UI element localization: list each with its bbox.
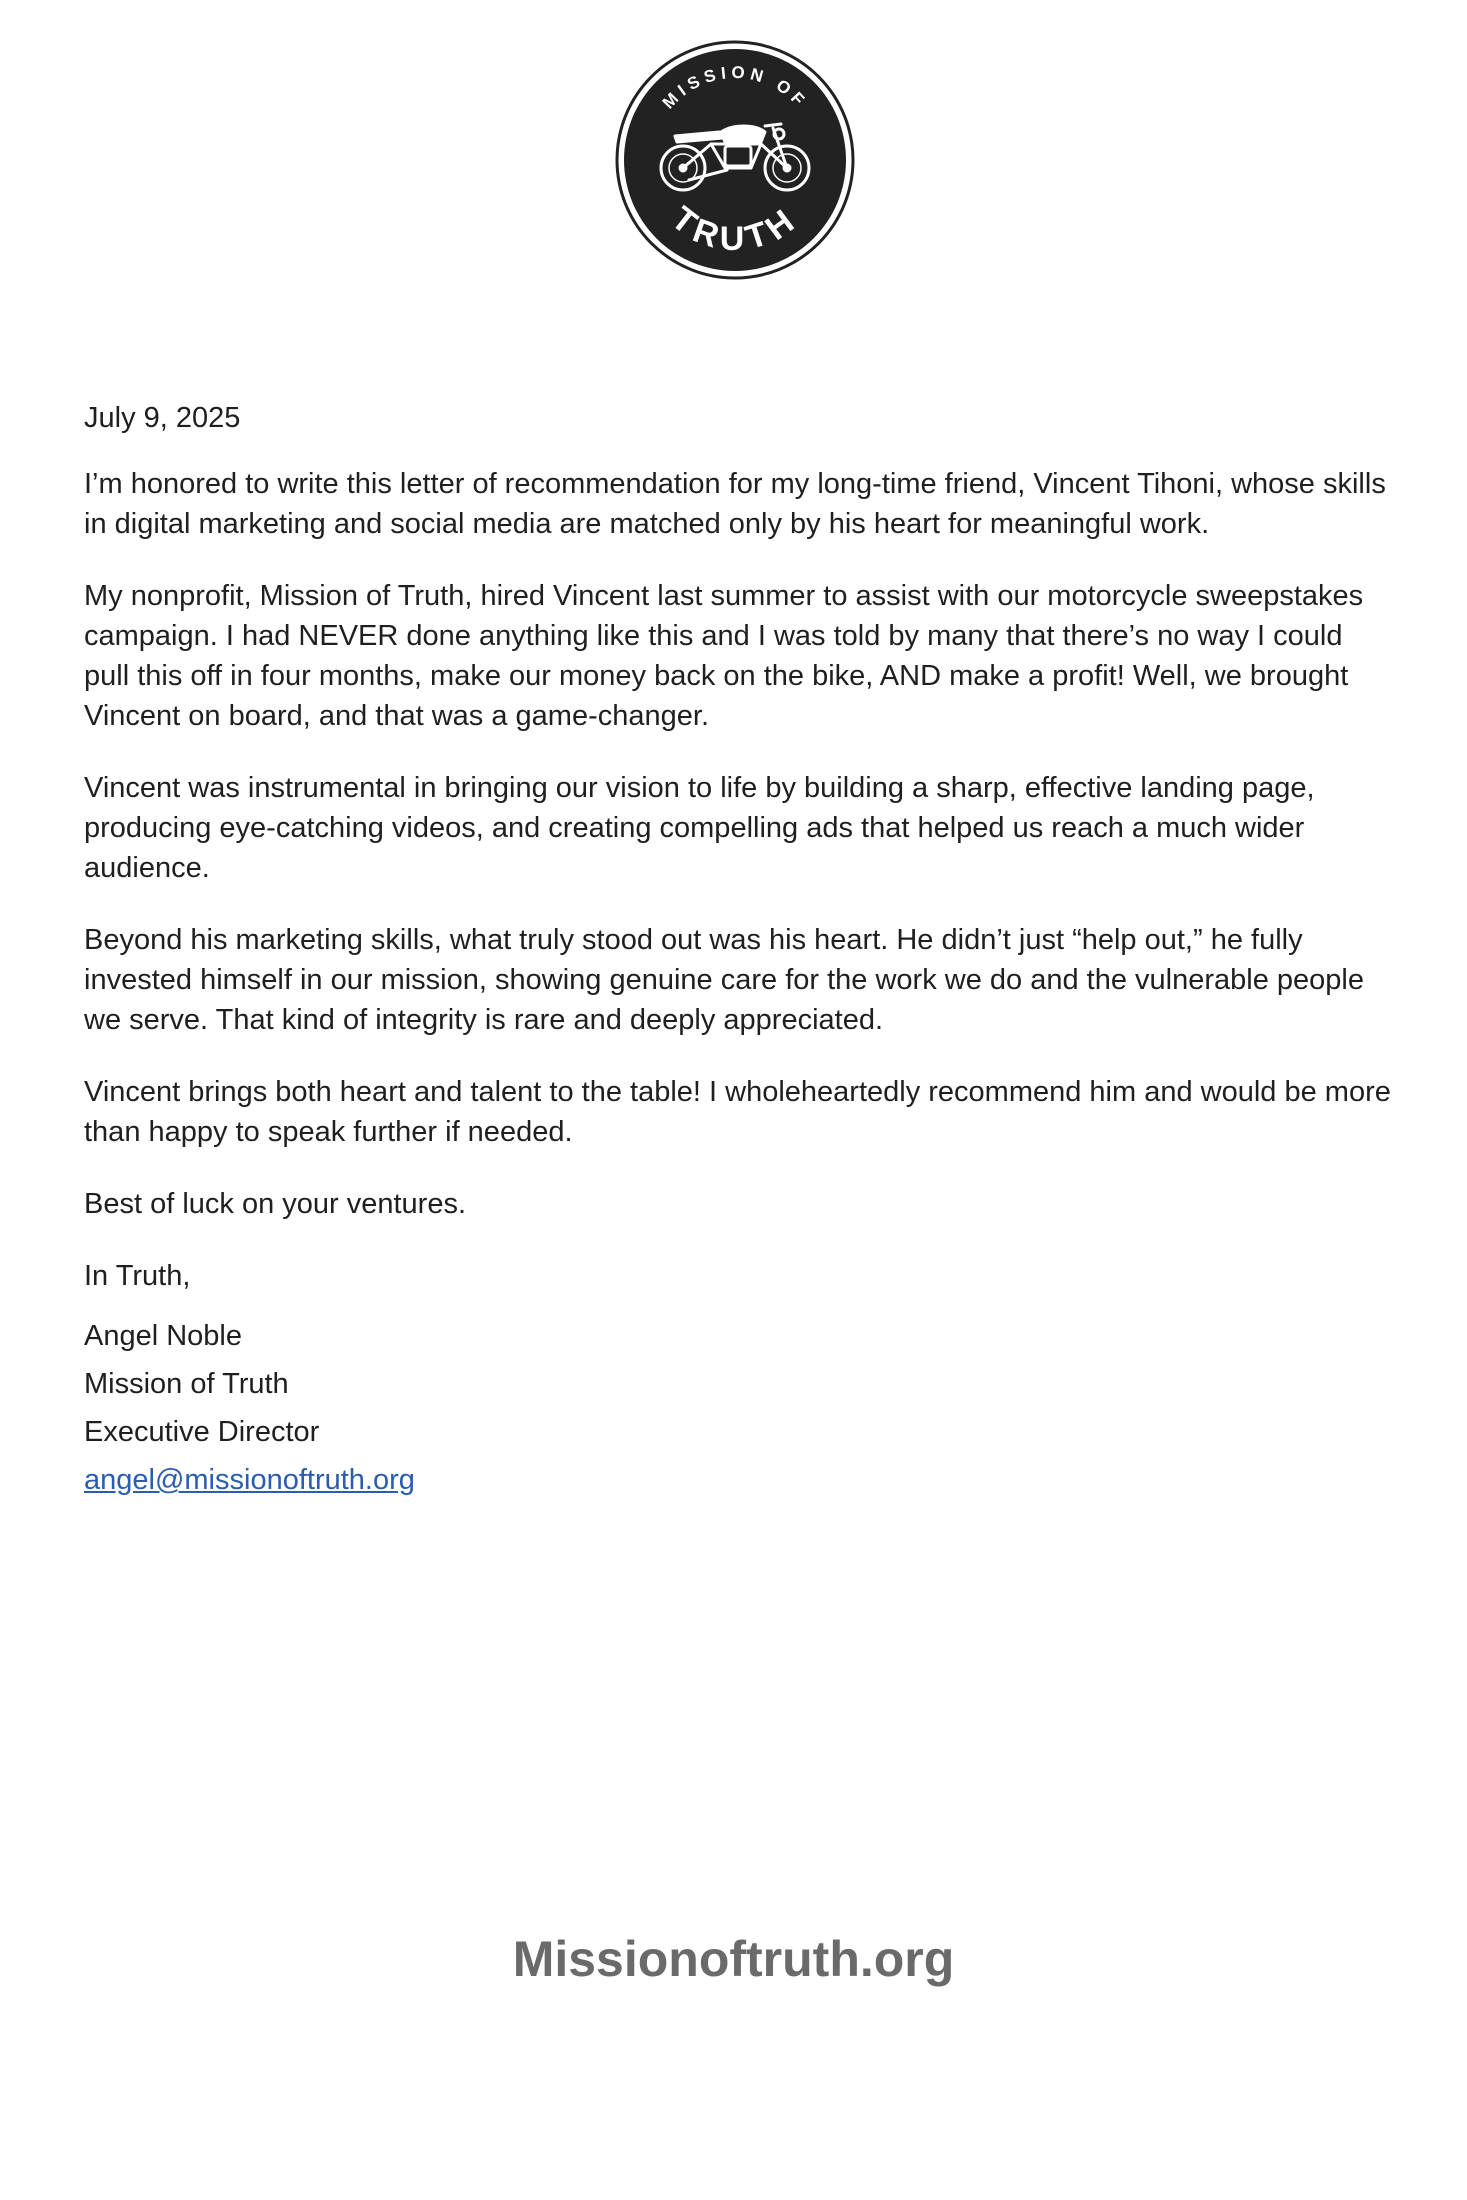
letter-body (84, 398, 1394, 1504)
mission-of-truth-logo (615, 40, 855, 280)
letter-date: July 9, 2025 (84, 402, 241, 434)
logo-top-text: MISSION OF (658, 62, 812, 113)
signature-name: Angel Noble (84, 1320, 242, 1352)
motorcycle-logo-icon (615, 40, 855, 280)
letter-paragraph: Vincent brings both heart and talent to the table! I wholeheartedly recommend him and would be more than happy to speak further if needed. (84, 1076, 1391, 1148)
footer-website: Missionoftruth.org (512, 1931, 955, 1987)
logo-bottom-text: TRUTH (664, 199, 806, 258)
signature-title: Executive Director (84, 1416, 320, 1448)
letter-paragraph: Beyond his marketing skills, what truly stood out was his heart. He didn’t just “help out,” he fully invested himself in our mission, showing genuine care for the work we do and the vulnerable people we serve. That kind of integrity is rare and deeply appreciated. (84, 924, 1364, 1036)
letter-paragraph: Vincent was instrumental in bringing our vision to life by building a sharp, effective landing page, producing eye-catching videos, and creating compelling ads that helped us reach a much wider audience. (84, 772, 1315, 884)
signature-organization: Mission of Truth (84, 1368, 289, 1400)
signature-email-link[interactable]: angel@missionoftruth.org (84, 1464, 415, 1496)
letter-paragraph: I’m honored to write this letter of recommendation for my long-time friend, Vincent Tihoni, whose skills in digital marketing and social media are matched only by his heart for meaningful work. (84, 468, 1386, 540)
letter-closing: Best of luck on your ventures. (84, 1188, 467, 1220)
signature-email-line (84, 1456, 1394, 1504)
letter-paragraph: My nonprofit, Mission of Truth, hired Vincent last summer to assist with our motorcycle sweepstakes campaign. I had NEVER done anything like this and I was told by many that there’s no way I could pull this off in four months, make our money back on the bike, AND make a profit! Well, we brought Vincent on board, and that was a game-changer. (84, 580, 1364, 732)
letter-signoff: In Truth, (84, 1260, 191, 1292)
